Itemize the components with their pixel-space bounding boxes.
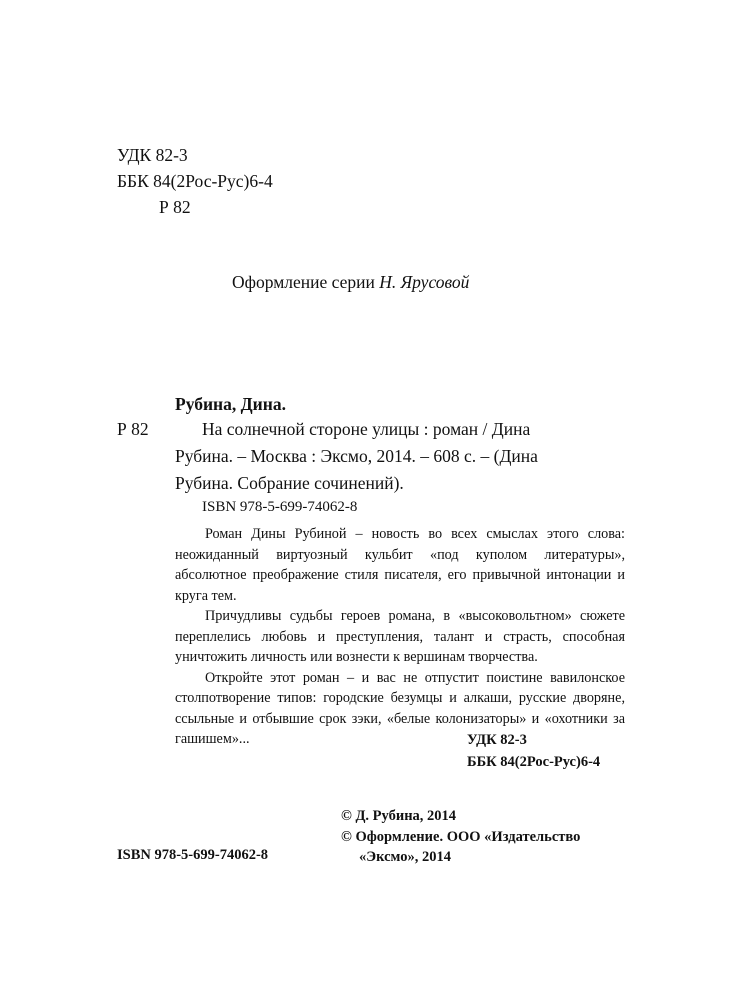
record-description	[175, 416, 538, 497]
copyright-line-2: © Оформление. ООО «Издательство	[341, 828, 581, 845]
series-designer-name: Н. Ярусовой	[379, 272, 470, 292]
bbk-code-bold: ББК 84(2Рос-Рус)6-4	[467, 754, 601, 770]
copyright-line-1: © Д. Рубина, 2014	[341, 808, 457, 824]
series-design-prefix: Оформление серии	[232, 272, 375, 292]
copyright-block	[341, 806, 580, 868]
classification-codes-bold	[467, 729, 600, 773]
annotation-paragraph-3: Откройте этот роман – и вас не отпустит поистине вавилонское столпотворение типов: городские безумцы и алкаши, русские дворяне, ссыльные и отбывшие срок зэки, «белые колонизаторы» и «охотники за гашишем»...	[175, 669, 625, 747]
author-mark: Р 82	[159, 197, 191, 217]
record-author-mark: Р 82	[117, 419, 149, 439]
annotation	[175, 524, 625, 750]
isbn-bottom: ISBN 978-5-699-74062-8	[117, 847, 269, 863]
classification-codes	[117, 142, 273, 220]
copyright-line-3: «Эксмо», 2014	[359, 849, 451, 865]
bbk-code: ББК 84(2Рос-Рус)6-4	[117, 171, 273, 191]
record-line-1: На солнечной стороне улицы : роман / Дина	[202, 419, 531, 439]
annotation-paragraph-2: Причудливы судьбы героев романа, в «высоковольтном» сюжете переплелись любовь и преступления, талант и страсть, способная уничтожить личность или вознести к вершинам творчества.	[175, 608, 625, 665]
udk-code-bold: УДК 82-3	[467, 732, 527, 748]
record-isbn: ISBN 978-5-699-74062-8	[202, 499, 358, 515]
record-author: Рубина, Дина.	[175, 394, 286, 414]
udk-code: УДК 82-3	[117, 145, 188, 165]
record-line-3: Рубина. Собрание сочинений).	[175, 473, 404, 493]
record-line-2: Рубина. – Москва : Эксмо, 2014. – 608 с. – (Дина	[175, 446, 538, 466]
annotation-paragraph-1: Роман Дины Рубиной – новость во всех смыслах этого слова: неожиданный виртуозный кульбит «под куполом литературы», абсолютное преображение стиля писателя, его привычной интонации и круга тем.	[175, 526, 625, 604]
series-design-credit	[232, 272, 469, 293]
